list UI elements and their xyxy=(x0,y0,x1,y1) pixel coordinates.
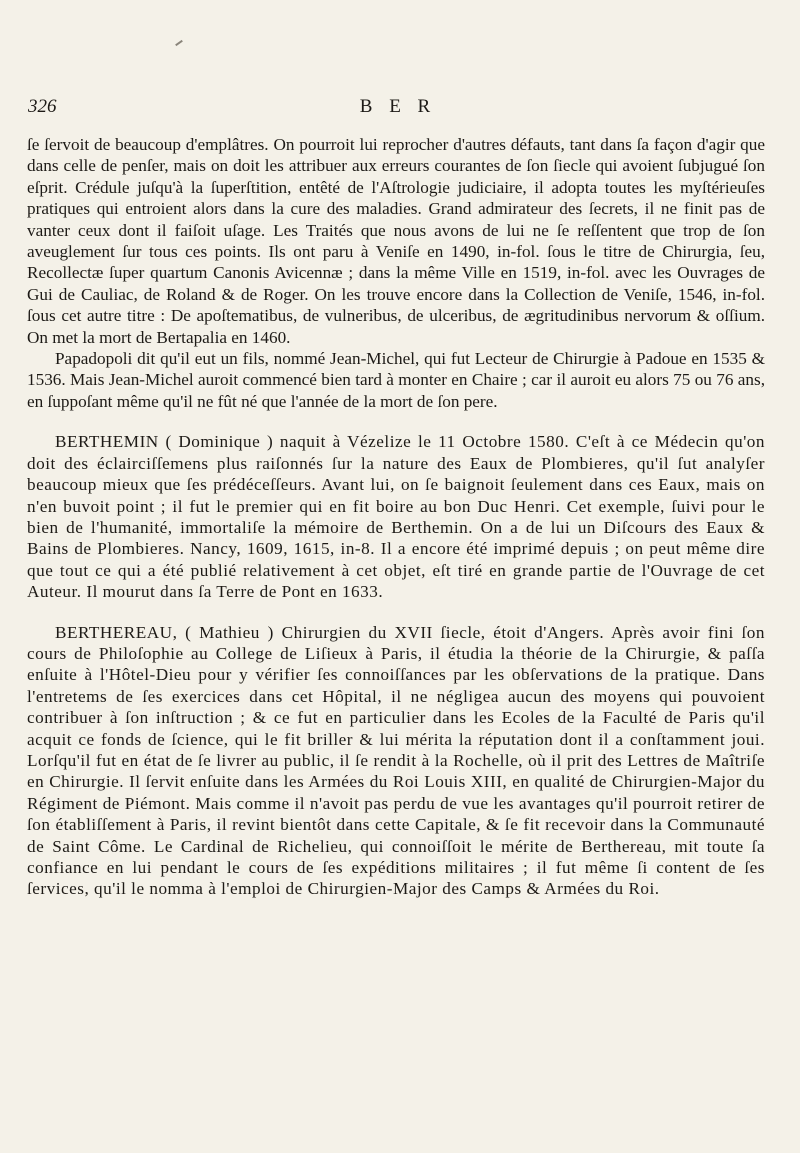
paragraph-papadopoli: Papadopoli dit qu'il eut un fils, nommé Jean-Michel, qui fut Lecteur de Chirurgie à Padoue en 1535 & 1536. Mais Jean-Michel auroit commencé bien tard à monter en Chaire ; car il auroit eu alors 75 ou 76 ans, en ſuppoſant même qu'il ne fût né que l'année de la mort de ſon pere. xyxy=(27,349,765,411)
paragraph-spacer xyxy=(27,412,765,431)
entry-berthereau: BERTHEREAU, ( Mathieu ) Chirurgien du XVII ſiecle, étoit d'Angers. Après avoir fini ſon cours de Philoſophie au College de Liſieux à Paris, il étudia la théorie de la Chirurgie, & paſſa enſuite à l'Hôtel-Dieu pour y vérifier ſes connoiſſances par les obſervations de la pratique. Dans l'entretems de ſes exercices dans cet Hôpital, il ne négligea aucun des moyens qui pouvoient contribuer à ſon inſtruction ; & ce fut en particulier dans les Ecoles de la Faculté de Paris qu'il acquit ce fonds de ſcience, qui le fit briller & lui mérita la réputation dont il a conſtamment joui. Lorſqu'il fut en état de ſe livrer au public, il ſe rendit à la Rochelle, où il prit des Lettres de Maîtriſe en Chirurgie. Il ſervit enſuite dans les Armées du Roi Louis XIII, en qualité de Chirurgien-Major du Régiment de Piémont. Mais comme il n'avoit pas perdu de vue les avantages qu'il pourroit retirer de ſon établiſſement à Paris, il revint bientôt dans cette Capitale, & ſe fit recevoir dans la Communauté de Saint Côme. Le Cardinal de Richelieu, qui connoiſſoit le mérite de Berthereau, mit toute ſa confiance en lui pendant le cours de ſes expéditions militaires ; il fut même ſi content de ſes ſervices, qu'il le nomma à l'emploi de Chirurgien-Major des Camps & Armées du Roi. xyxy=(27,622,765,899)
paragraph-spacer xyxy=(27,603,765,622)
page-body xyxy=(27,134,765,900)
paragraph-bertapalia-continued: ſe ſervoit de beaucoup d'emplâtres. On pourroit lui reprocher d'autres défauts, tant dans ſa façon d'agir que dans celle de penſer, mais on doit les attribuer aux erreurs courantes de ſon ſiecle qui avoient ſubjugué ſon eſprit. Crédule juſqu'à la ſuperſtition, entêté de l'Aſtrologie judiciaire, il adopta toutes les myſtérieuſes pratiques qui entroient alors dans la cure des maladies. Grand admirateur des ſecrets, il ne finit pas de vanter ceux dont il faiſoit uſage. Les Traités que nous avons de lui ne ſe reſſentent que trop de ſon aveuglement ſur tous ces points. Ils ont paru à Veniſe en 1490, in-fol. ſous le titre de Chirurgia, ſeu, Recollectæ ſuper quartum Canonis Avicennæ ; dans la même Ville en 1519, in-fol. avec les Ouvrages de Gui de Cauliac, de Roland & de Roger. On les trouve encore dans la Collection de Veniſe, 1546, in-fol. ſous cet autre titre : De apoſtematibus, de vulneribus, de ulceribus, de ægritudinibus nervorum & oſſium. On met la mort de Bertapalia en 1460. xyxy=(27,135,765,347)
page-number: 326 xyxy=(28,96,57,117)
entry-berthemin: BERTHEMIN ( Dominique ) naquit à Vézelize le 11 Octobre 1580. C'eſt à ce Médecin qu'on doit des éclairciſſemens plus raiſonnés ſur la nature des Eaux de Plombieres, qu'il ſut analyſer beaucoup mieux que ſes prédéceſſeurs. Avant lui, on ſe baignoit ſeulement dans ces Eaux, mais on n'en buvoit point ; il fut le premier qui en fit boire au bon Duc Henri. Cet exemple, ſuivi pour le bien de l'humanité, immortaliſe la mémoire de Berthemin. On a de lui un Diſcours des Eaux & Bains de Plombieres. Nancy, 1609, 1615, in-8. Il a encore été imprimé depuis ; on peut même dire que tout ce qui a été publié relativement à cet objet, eſt tiré en grande partie de l'Ouvrage de cet Auteur. Il mourut dans ſa Terre de Pont en 1633. xyxy=(27,432,765,602)
running-head: B E R xyxy=(359,96,437,117)
page-header xyxy=(28,96,768,122)
ink-speck xyxy=(175,40,183,46)
